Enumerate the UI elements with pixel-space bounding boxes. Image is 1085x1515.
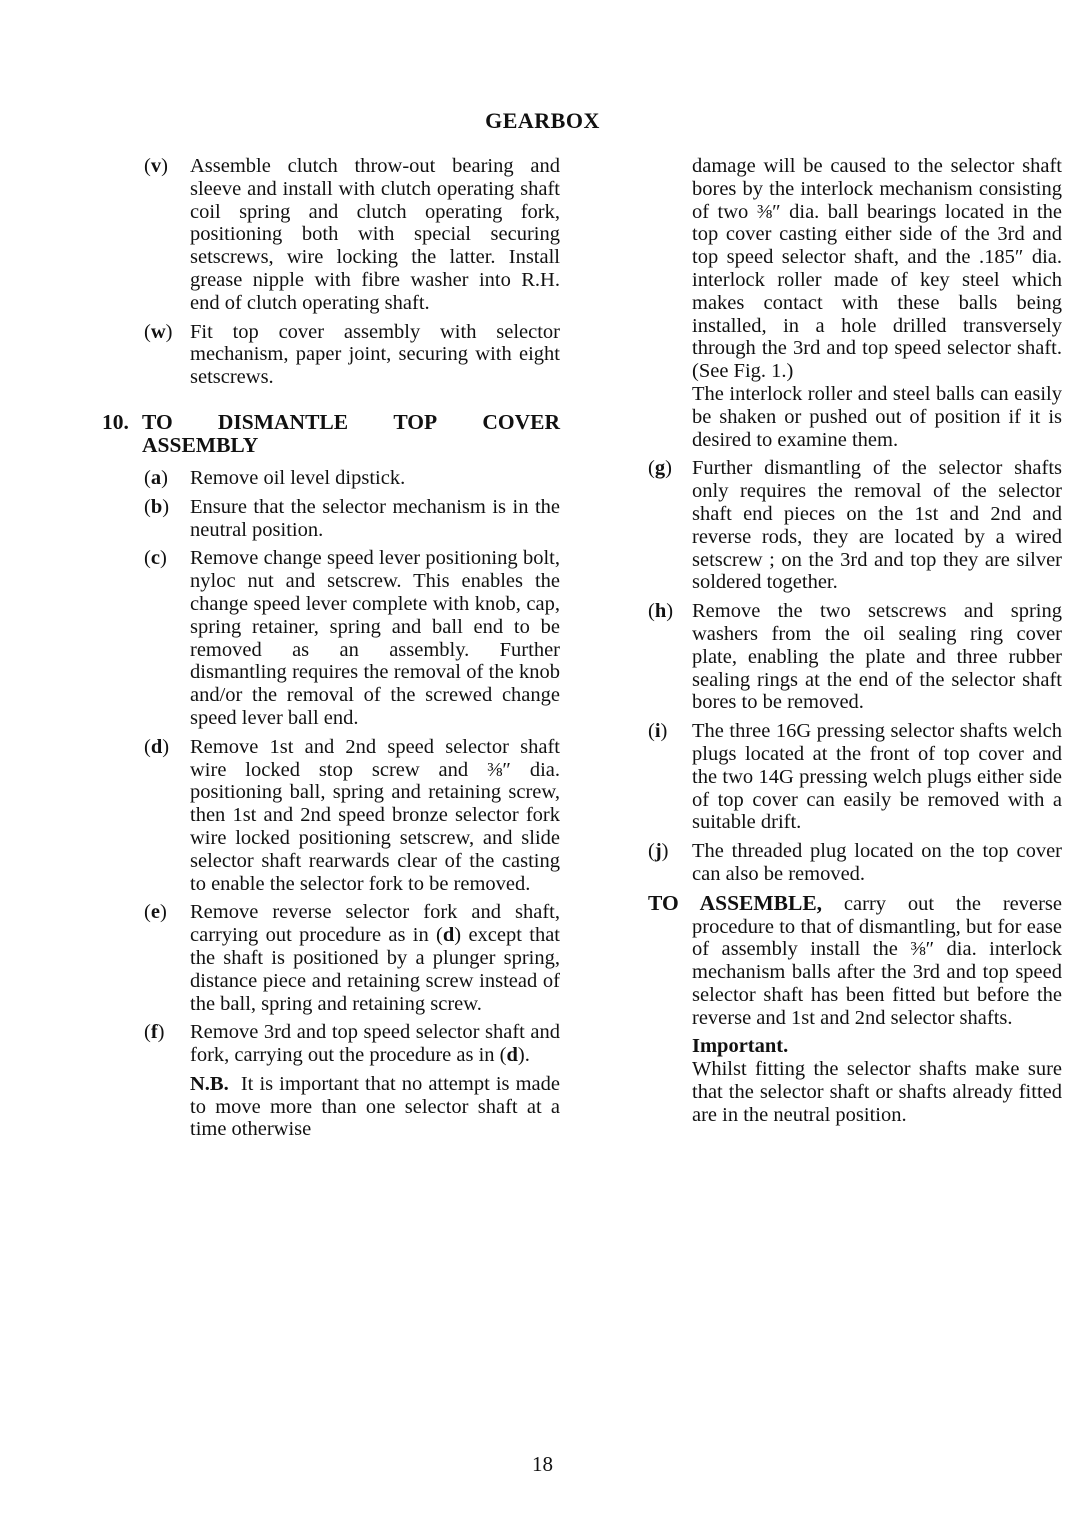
item-text: The threaded plug located on the top cover can also be removed. [692, 840, 1062, 885]
important-text: Whilst fitting the selector shafts make sure that the selector shaft or shafts already fitted are in the neutral position. [692, 1058, 1062, 1126]
item-marker: (i) [648, 720, 668, 743]
list-item-d [102, 736, 560, 896]
list-item-c [102, 547, 560, 729]
page-title: GEARBOX [485, 108, 600, 133]
nota-bene-label: N.B. [190, 1072, 229, 1095]
list-item-v [102, 155, 560, 315]
item-text: Remove 3rd and top speed selector shaft and fork, carrying out the procedure as in (d). [190, 1021, 560, 1067]
section-heading [102, 411, 560, 457]
section-title: TO DISMANTLE TOP COVER ASSEMBLY [142, 409, 560, 457]
list-item-i [648, 720, 1062, 834]
item-text: The three 16G pressing selector shafts welch plugs located at the front of top cover and the two 14G pressing welch plugs either side of top cover can easily be removed with a suitable drift. [692, 720, 1062, 834]
item-text: Remove reverse selector fork and shaft, carrying out procedure as in (d) except that the shaft is positioned by a plunger spring, distance piece and retaining screw instead of the ball, spring and retaining screw. [190, 901, 560, 1015]
list-item-g [648, 457, 1062, 594]
section-number: 10. [102, 409, 129, 434]
nota-bene-text: It is important that no attempt is made to move more than one selector shaft at a time otherwise [190, 1072, 560, 1141]
item-marker: (h) [648, 600, 674, 623]
item-marker: (v) [144, 155, 168, 177]
left-column [102, 155, 560, 1141]
list-item-b [102, 496, 560, 542]
item-text: Further dismantling of the selector shafts only requires the removal of the selector shaft end pieces on the 1st and 2nd and reverse rods, they are located by a wired setscrew ; on the 3rd and top they are silver soldered together. [692, 457, 1062, 594]
list-item-j [648, 840, 1062, 886]
cross-reference: d [442, 924, 455, 947]
item-text: Fit top cover assembly with selector mechanism, paper joint, securing with eight setscrews. [190, 320, 560, 389]
cross-reference: d [506, 1044, 518, 1067]
item-marker: (e) [144, 901, 167, 924]
item-marker: (j) [648, 840, 669, 863]
nota-bene [190, 1073, 560, 1141]
item-marker: (d) [144, 735, 170, 758]
page-number: 18 [532, 1452, 553, 1476]
item-marker: (b) [144, 495, 170, 518]
continuation-paragraph: damage will be caused to the selector shaft bores by the interlock mechanism consisting of two ⅜″ dia. ball bearings located in the top cover casting either side of the 3rd and top speed selector shaft, and the .185″ dia. interlock roller made of key steel which makes contact with these balls being installed, in a hole drilled transversely through the 3rd and top speed selector shaft. (See Fig. 1.) The interlock roller and steel balls can easily be shaken or pushed out of position if it is desired to examine them. [692, 155, 1062, 451]
item-text: Ensure that the selector mechanism is in the neutral position. [190, 495, 560, 541]
item-text: Remove 1st and 2nd speed selector shaft wire locked stop screw and ⅜″ dia. positioning ball, spring and retaining screw, then 1st and 2nd speed bronze selector fork wire locked positioning setscrew, and slide selector shaft rearwards clear of the casting to enable the selector fork to be removed. [190, 735, 560, 895]
important-heading: Important. [692, 1035, 789, 1058]
list-item-e [102, 901, 560, 1015]
assemble-text: procedure to that of dismantling, but for ease of assembly install the ⅜″ dia. interlock mechanism balls after the 3rd and top speed selector shaft has been fitted but before the reverse and 1st and 2nd selector shafts. [692, 915, 1062, 1029]
list-item-f [102, 1021, 560, 1067]
assemble-text-first: carry out the reverse [843, 892, 1062, 915]
item-marker: (w) [144, 320, 173, 343]
item-text: Remove change speed lever positioning bolt, nyloc nut and setscrew. This enables the change speed lever complete with knob, cap, spring retainer, spring and ball end to be removed as an assembly. Further dismantling requires the removal of the knob and/or the removal of the screwed change speed lever ball end. [190, 547, 560, 729]
item-text: Remove oil level dipstick. [190, 466, 406, 489]
item-marker: (f) [144, 1021, 165, 1044]
item-marker: (c) [144, 547, 167, 570]
list-item-h [648, 600, 1062, 714]
item-text: Remove the two setscrews and spring washers from the oil sealing ring cover plate, enabling the plate and three rubber sealing rings at the end of the selector shaft bores to be removed. [692, 600, 1062, 714]
assemble-paragraph [648, 892, 1062, 1127]
right-column [648, 155, 1062, 1127]
item-marker: (a) [144, 466, 168, 489]
list-item-w [102, 321, 560, 389]
item-text: Assemble clutch throw-out bearing and sleeve and install with clutch operating shaft coil spring and clutch operating fork, positioning both with special securing setscrews, wire locking the latter. Install grease nipple with fibre washer into R.H. end of clutch operating shaft. [190, 155, 560, 314]
assemble-heading: TO ASSEMBLE, [648, 890, 823, 915]
list-item-a [102, 467, 560, 490]
item-marker: (g) [648, 457, 672, 480]
